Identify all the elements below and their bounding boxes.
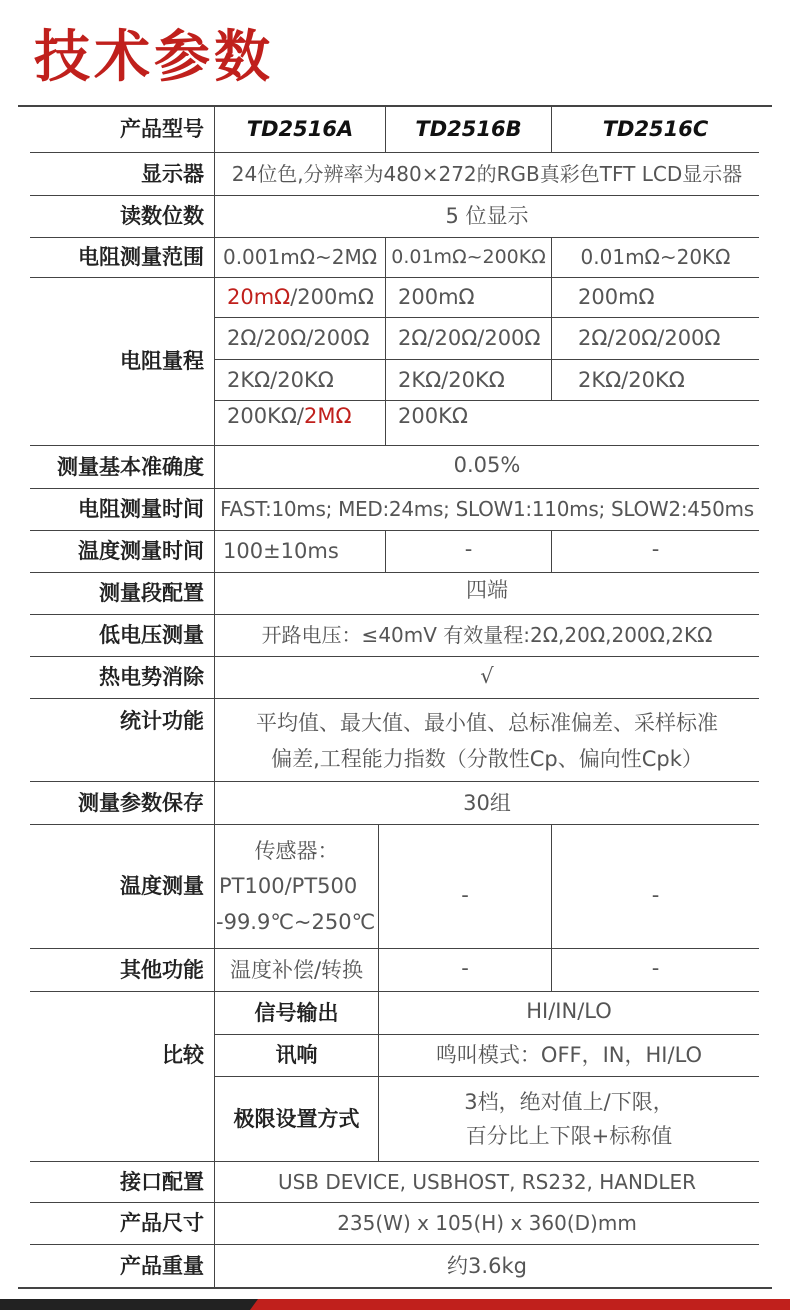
- value-save: 30组: [463, 790, 511, 815]
- scale-b3: 2KΩ/20KΩ: [398, 367, 505, 392]
- scale-a4-prefix: 200KΩ/: [227, 404, 304, 429]
- value-other-a: 温度补偿/转换: [229, 957, 364, 982]
- value-segment: 四端: [466, 578, 508, 603]
- label-interface: 接口配置: [120, 1169, 204, 1194]
- label-stats: 统计功能: [120, 708, 204, 733]
- label-res-scale: 电阻量程: [120, 349, 204, 374]
- scale-a3: 2KΩ/20KΩ: [227, 367, 334, 392]
- model-a: TD2516A: [246, 117, 354, 142]
- value-stats-line2: 偏差,工程能力指数（分散性Cp、偏向性Cpk）: [271, 747, 703, 771]
- value-res-range-a: 0.001mΩ~2MΩ: [222, 245, 378, 269]
- value-signal-output: HI/IN/LO: [526, 998, 612, 1023]
- value-interface: USB DEVICE, USBHOST, RS232, HANDLER: [277, 1169, 697, 1194]
- label-res-time: 电阻测量时间: [78, 497, 204, 522]
- label-beep: 讯响: [275, 1043, 318, 1068]
- label-weight: 产品重量: [120, 1253, 204, 1278]
- label-signal-output: 信号输出: [254, 1000, 339, 1025]
- label-size: 产品尺寸: [120, 1211, 204, 1236]
- value-thermal-emf: √: [480, 663, 494, 688]
- table-bottom-border: [18, 1287, 772, 1289]
- footer-bar-red: [250, 1299, 790, 1310]
- scale-a4-highlight: 2MΩ: [303, 404, 352, 429]
- value-stats-line1: 平均值、最大值、最小值、总标准偏差、采样标准: [256, 711, 718, 735]
- value-stats: [215, 699, 759, 781]
- value-res-range-b: 0.01mΩ~200KΩ: [391, 245, 546, 268]
- value-other-b: -: [461, 955, 469, 980]
- scale-a1-rest: /200mΩ: [290, 285, 374, 310]
- scale-b2: 2Ω/20Ω/200Ω: [398, 326, 541, 351]
- value-digits: 5 位显示: [445, 204, 529, 229]
- temp-sensor-label: 传感器：: [254, 838, 339, 863]
- label-temp-measure: 温度测量: [120, 874, 204, 899]
- model-b: TD2516B: [415, 117, 522, 142]
- value-temp-measure-c: -: [651, 882, 660, 907]
- value-accuracy: 0.05%: [453, 452, 521, 477]
- value-other-c: -: [651, 955, 660, 980]
- value-display: 24位色,分辨率为480×272的RGB真彩色TFT LCD显示器: [231, 161, 743, 186]
- scale-a1: [215, 278, 385, 317]
- label-save: 测量参数保存: [78, 790, 204, 815]
- value-beep: 鸣叫模式：OFF，IN，HI/LO: [435, 1043, 703, 1068]
- scale-a1-highlight: 20mΩ: [227, 285, 291, 310]
- label-digits: 读数位数: [120, 204, 204, 229]
- scale-c3: 2KΩ/20KΩ: [578, 367, 685, 392]
- label-model: 产品型号: [120, 117, 204, 142]
- scale-b1: 200mΩ: [398, 285, 475, 310]
- value-limit-mode: [379, 1077, 759, 1161]
- limit-line2: 百分比上下限+标称值: [465, 1124, 673, 1148]
- model-c: TD2516C: [602, 117, 709, 142]
- value-res-time: FAST:10ms; MED:24ms; SLOW1:110ms; SLOW2:450ms: [220, 497, 754, 521]
- temp-sensor-types: PT100/PT500: [219, 873, 358, 898]
- value-temp-time-b: -: [464, 537, 473, 562]
- label-display: 显示器: [141, 161, 204, 186]
- limit-line1: 3档，绝对值上/下限，: [464, 1090, 674, 1114]
- scale-a4: [215, 401, 385, 432]
- page-title: 技术参数: [34, 25, 274, 90]
- scale-c1: 200mΩ: [578, 285, 655, 310]
- footer-bar-dark: [0, 1299, 258, 1310]
- label-segment: 测量段配置: [99, 581, 204, 606]
- label-other: 其他功能: [120, 957, 204, 982]
- label-temp-time: 温度测量时间: [78, 539, 204, 564]
- label-thermal-emf: 热电势消除: [99, 665, 204, 690]
- temp-range: -99.9℃~250℃: [216, 909, 376, 934]
- scale-c2: 2Ω/20Ω/200Ω: [578, 326, 721, 351]
- value-low-voltage: 开路电压：≤40mV 有效量程:2Ω,20Ω,200Ω,2KΩ: [261, 623, 713, 647]
- label-accuracy: 测量基本准确度: [57, 454, 204, 479]
- value-weight: 约3.6kg: [447, 1253, 527, 1278]
- scale-b4: 200KΩ: [398, 404, 468, 429]
- label-limit-mode: 极限设置方式: [233, 1106, 360, 1131]
- value-size: 235(W) x 105(H) x 360(D)mm: [337, 1211, 637, 1235]
- value-temp-time-a: 100±10ms: [223, 539, 339, 564]
- value-res-range-c: 0.01mΩ~20KΩ: [580, 245, 731, 269]
- value-temp-time-c: -: [651, 537, 660, 562]
- label-compare: 比较: [162, 1042, 204, 1067]
- value-temp-measure-b: -: [461, 882, 469, 907]
- label-low-voltage: 低电压测量: [99, 623, 204, 648]
- scale-a2: 2Ω/20Ω/200Ω: [227, 326, 370, 351]
- label-res-range: 电阻测量范围: [78, 245, 204, 270]
- value-temp-measure-a: [215, 825, 378, 948]
